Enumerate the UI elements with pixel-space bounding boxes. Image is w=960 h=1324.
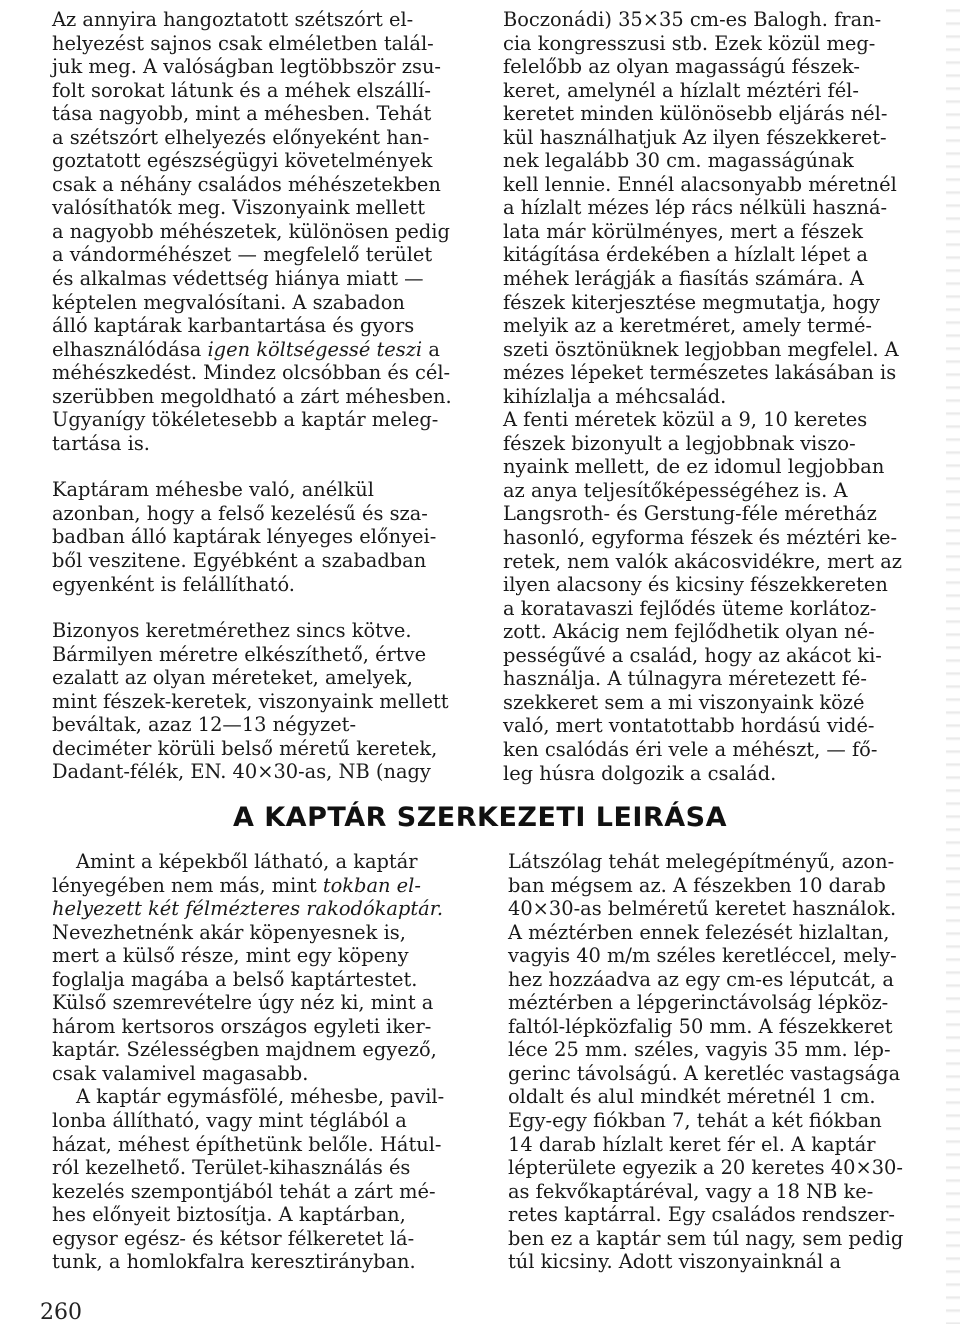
text-line: kaptár. Szélességben majdnem egyező, <box>52 1038 437 1062</box>
text-line: fészek bizonyult a legjobbnak viszo- <box>503 431 856 455</box>
text-line: Nevezhetnénk akár köpenyesnek is, <box>52 920 406 944</box>
text-line: vagyis 40 m/m széles keretléccel, mely- <box>508 944 897 968</box>
text-line: keret, amelynél a hízlalt méztéri fél- <box>503 78 859 102</box>
text-line: szeti ösztönüknek legjobban megfelel. A <box>503 337 899 361</box>
text-line: folt sorokat látunk és a méhek elszállí- <box>52 78 431 102</box>
text-line: helyezést sajnos csak elméletben talál- <box>52 31 434 55</box>
text-line: retek, nem valók akácosvidékre, mert az <box>503 549 902 573</box>
text-line: Bármilyen méretre elkészíthető, értve <box>52 642 427 666</box>
text-line: a koratavaszi fejlődés üteme korlátoz- <box>503 596 877 620</box>
bottom-right-column <box>508 850 940 1274</box>
text-line: lata már körülményes, mert a fészek <box>503 219 863 243</box>
text-line: kihízlalja a méhcsalád. <box>503 384 727 408</box>
text-line: ban mégsem az. A fészekben 10 darab <box>508 873 886 897</box>
text-line: gerinc távolságú. A keretléc vastagsága <box>508 1061 901 1085</box>
text-line: azonban, hogy a felső kezelésű és sza- <box>52 501 428 525</box>
text-line: Egy-egy fiókban 7, tehát a két fiókban <box>508 1109 882 1133</box>
text-line: hez hozzáadva az egy cm-es léputcát, a <box>508 967 894 991</box>
paragraph-nest-size <box>503 408 935 785</box>
text-line: faltól-lépközfalig 50 mm. A fészekkeret <box>508 1014 893 1038</box>
text-line: 40×30-as belméretű keretet használok. <box>508 897 897 921</box>
text-line: A kaptár egymásfölé, méhesbe, pavil- <box>76 1085 445 1109</box>
text-line: valósíthatók meg. Viszonyaink mellett <box>52 196 426 220</box>
text-line: ből veszitene. Egyébként a szabadban <box>52 549 427 573</box>
text-line: badban álló kaptárak lényeges előnyei- <box>52 525 437 549</box>
text-line: lonba állítható, vagy mint téglából a <box>52 1109 407 1133</box>
text-line: deciméter körüli belső méretű keretek, <box>52 736 438 760</box>
text-line-with-emphasis <box>52 338 484 362</box>
text-run: a <box>428 337 440 361</box>
text-line: képtelen megvalósítani. A szabadon <box>52 290 405 314</box>
emphasized-text: helyezett két félmézteres rakodókaptár. <box>52 897 443 921</box>
text-line: kitágítása érdekében a hízlalt lépet a <box>503 243 868 267</box>
paragraph-frame-size <box>52 619 484 784</box>
text-line: szerübben megoldható a zárt méhesben. <box>52 384 452 408</box>
text-line: Boczonádi) 35×35 cm-es Balogh. fran- <box>503 8 882 31</box>
text-line: Külső szemrevételre úgy néz ki, mint a <box>52 991 434 1015</box>
text-line: és alkalmas védettség hiánya miatt — <box>52 267 424 291</box>
text-line: Bizonyos keretmérethez sincs kötve. <box>52 619 412 643</box>
text-line: hes előnyeit biztosítja. A kaptárban, <box>52 1203 406 1227</box>
text-line: három kertsoros országos egyleti iker- <box>52 1014 432 1038</box>
text-line: mert a külső része, mint egy köpeny <box>52 944 409 968</box>
text-line: cia kongresszusi stb. Ezek közül meg- <box>503 31 876 55</box>
text-line: méztérben a lépgerinctávolság lépköz- <box>508 991 889 1015</box>
text-line-with-emphasis <box>52 874 484 898</box>
text-line: A méztérben ennek felezését hizlaltan, <box>508 920 890 944</box>
text-line: kül használhatjuk Az ilyen fészekkeret- <box>503 125 887 149</box>
text-line: fészek kiterjesztése megmutatja, hogy <box>503 290 880 314</box>
text-line: as fekvőkaptáréval, vagy a 18 NB ke- <box>508 1179 874 1203</box>
text-line: méhészkedést. Mindez olcsóbban és cél- <box>52 361 451 385</box>
text-line: a vándorméhészet — megfelelő terület <box>52 243 433 267</box>
text-line: tunk, a homlokfalra keresztirányban. <box>52 1250 416 1274</box>
text-line: ilyen alacsony és kicsiny fészekkereten <box>503 573 888 597</box>
paragraph-hive-description <box>52 850 484 1085</box>
text-line: tása nagyobb, mint a méhesben. Tehát <box>52 102 432 126</box>
text-line: 14 darab hízlalt keret fér el. A kaptár <box>508 1132 876 1156</box>
text-line: Az annyira hangoztatott szétszórt el- <box>52 8 414 31</box>
text-line: való, mert vontatottabb hordású vidé- <box>503 714 875 738</box>
text-line: A fenti méretek közül a 9, 10 keretes <box>503 408 868 432</box>
text-line: ezalatt az olyan méreteket, amelyek, <box>52 666 413 690</box>
text-line: nyaink mellett, de ez idomul legjobban <box>503 455 885 479</box>
text-line: kezelés szempontjából tehát a zárt mé- <box>52 1179 436 1203</box>
page-number: 260 <box>40 1300 82 1324</box>
paragraph-frame-dimensions <box>508 850 940 1274</box>
text-run: elhasználódása <box>52 337 202 361</box>
top-right-column <box>503 8 935 785</box>
text-line: foglalja magába a belső kaptártestet. <box>52 967 418 991</box>
text-line: egyenként is felállítható. <box>52 572 295 596</box>
text-line-emphasized <box>52 897 484 921</box>
text-line: a szétszórt elhelyezés előnyeként han- <box>52 125 430 149</box>
text-line: lépterülete egyezik a 20 keretes 40×30- <box>508 1156 903 1180</box>
paragraph-settlement <box>52 8 484 455</box>
text-line: tartása is. <box>52 431 150 455</box>
text-line: ken csalódás éri vele a méhészt, — fő- <box>503 737 878 761</box>
text-line: kell lennie. Ennél alacsonyabb méretnél <box>503 172 897 196</box>
text-line: beváltak, azaz 12—13 négyzet- <box>52 713 357 737</box>
text-line: mint fészek-keretek, viszonyaink mellett <box>52 689 449 713</box>
section-heading: A KAPTÁR SZERKEZETI LEIRÁSA <box>232 802 728 833</box>
text-line: csak a néhány családos méhészetekben <box>52 172 441 196</box>
paragraph-frame-height <box>503 8 935 408</box>
text-line: méhek lerágják a fiasítás számára. A <box>503 267 864 291</box>
text-line: túl kicsiny. Adott viszonyainknál a <box>508 1250 842 1274</box>
text-line: goztatott egészségügyi követelmények <box>52 149 433 173</box>
text-line: pességűvé a család, hogy az akácot ki- <box>503 643 882 667</box>
text-line: melyik az a keretméret, amely termé- <box>503 314 872 338</box>
text-line: nek legalább 30 cm. magasságúnak <box>503 149 854 173</box>
text-line: egysor egész- és kétsor félkeretet lá- <box>52 1226 415 1250</box>
text-line: a hízlalt mézes lép rács nélküli haszná- <box>503 196 888 220</box>
text-line: felelőbb az olyan magasságú fészek- <box>503 55 860 79</box>
text-line: mézes lépeket természetes lakásában is <box>503 361 897 385</box>
text-run: lényegében nem más, mint <box>52 873 317 897</box>
bottom-left-column <box>52 850 484 1274</box>
text-line: juk meg. A valóságban legtöbbször zsu- <box>52 55 441 79</box>
text-line: Látszólag tehát melegépítményű, azon- <box>508 850 895 873</box>
emphasized-text: igen költségessé teszi <box>207 337 423 361</box>
text-line: ról kezelhető. Terület-kihasználás és <box>52 1156 411 1180</box>
text-line: léce 25 mm. széles, vagyis 35 mm. lép- <box>508 1038 891 1062</box>
text-line: az anya teljesítőképességéhez is. A <box>503 478 848 502</box>
text-line: használja. A túlnagyra méretezett fé- <box>503 667 867 691</box>
top-left-column <box>52 8 484 784</box>
text-line: zott. Akácig nem fejlődhetik olyan né- <box>503 620 875 644</box>
text-line: hasonló, egyforma fészek és méztéri ke- <box>503 526 897 550</box>
text-line: keretet minden különösebb eljárás nél- <box>503 102 888 126</box>
text-line: retes kaptárral. Egy családos rendszer- <box>508 1203 895 1227</box>
text-line: Ugyanígy tökéletesebb a kaptár meleg- <box>52 408 439 432</box>
text-line: a nagyobb méhészetek, különösen pedig <box>52 219 450 243</box>
text-line: Dadant-félék, EN. 40×30-as, NB (nagy <box>52 760 431 784</box>
text-line: szekkeret sem a mi viszonyaink közé <box>503 690 865 714</box>
text-line: Langsroth- és Gerstung-féle méretház <box>503 502 877 526</box>
scan-edge-artifact <box>946 0 960 1324</box>
text-line: házat, méhest építhetünk belőle. Hátul- <box>52 1132 442 1156</box>
text-line: Kaptáram méhesbe való, anélkül <box>52 478 374 502</box>
text-line: leg húsra dolgozik a család. <box>503 761 777 785</box>
text-line: ben ez a kaptár sem túl nagy, sem pedig <box>508 1226 904 1250</box>
text-line: oldalt és alul mindkét méretnél 1 cm. <box>508 1085 876 1109</box>
emphasized-text: tokban el- <box>322 873 421 897</box>
text-line: Amint a képekből látható, a kaptár <box>76 850 418 873</box>
text-line: csak valamivel magasabb. <box>52 1061 309 1085</box>
paragraph-hive-placement <box>52 478 484 596</box>
paragraph-hive-stacking <box>52 1085 484 1273</box>
text-line: álló kaptárak karbantartása és gyors <box>52 314 415 338</box>
